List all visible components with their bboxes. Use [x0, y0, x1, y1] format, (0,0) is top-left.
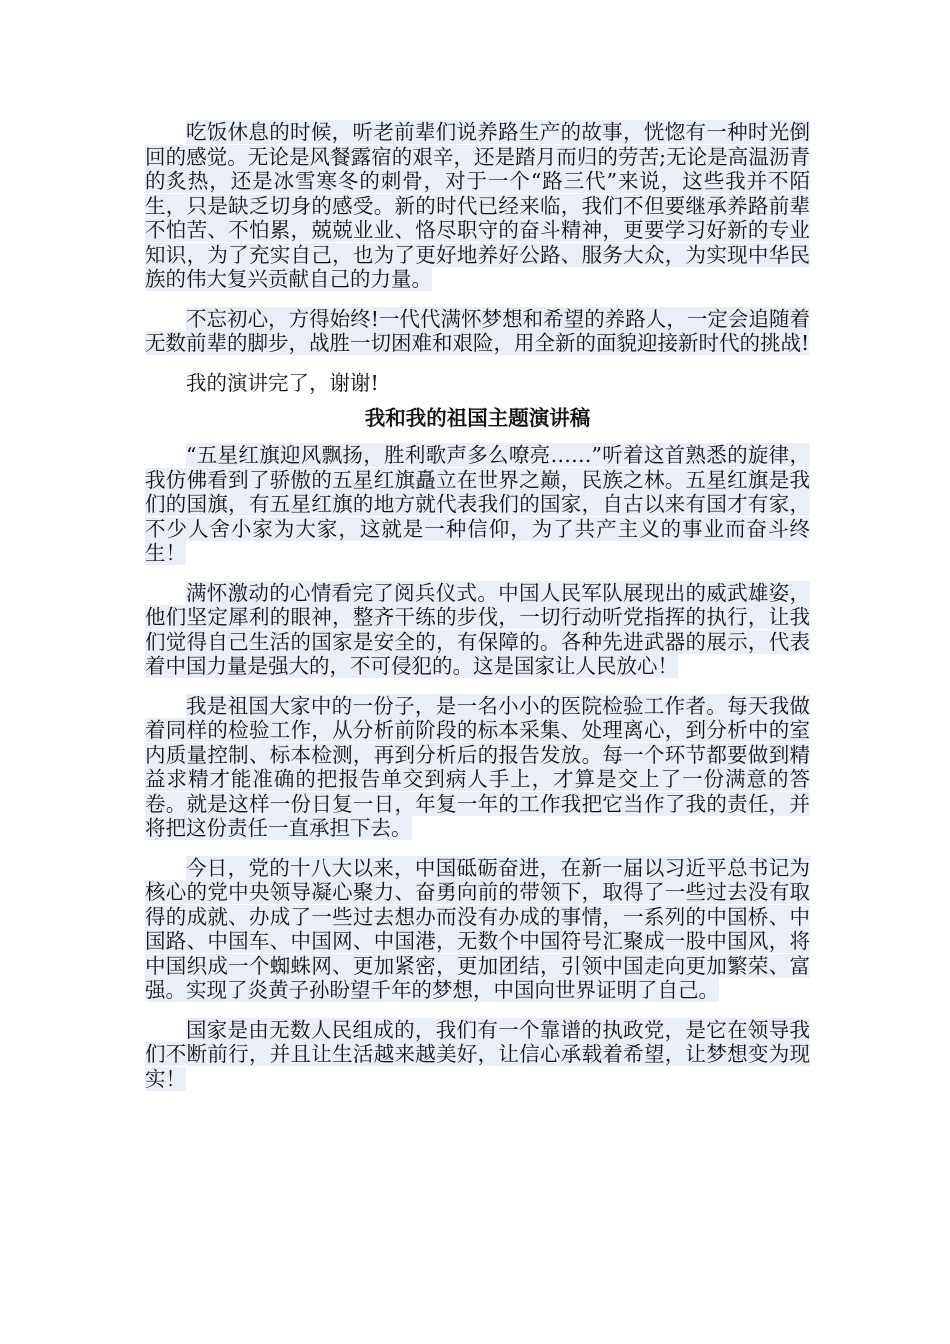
- paragraph: [145, 1018, 810, 1092]
- paragraph-text: 我的演讲完了，谢谢!: [186, 370, 379, 395]
- paragraph-text: 我是祖国大家中的一份子，是一名小小的医院检验工作者。每天我做着同样的检验工作，从分析前阶段的标本采集、处理离心，到分析中的室内质量控制、标本检测，再到分析后的报告发放。每一个环节都要做到精益求精才能准确的把报告单交到病人手上，才算是交上了一份满意的答卷。就是这样一份日复一日，年复一年的工作我把它当作了我的责任，并将把这份责任一直承担下去。: [145, 693, 810, 840]
- paragraph: [145, 694, 810, 841]
- document-body: [145, 120, 810, 1106]
- paragraph: [145, 307, 810, 356]
- paragraph-text: “五星红旗迎风飘扬，胜利歌声多么嘹亮……”听着这首熟悉的旋律，我仿佛看到了骄傲的五星红旗矗立在世界之巅，民族之林。五星红旗是我们的国旗，有五星红旗的地方就代表我们的国家，自古以来有国才有家，不少人舍小家为大家，这就是一种信仰，为了共产主义的事业而奋斗终生！: [145, 443, 810, 565]
- paragraph-text: 今日，党的十八大以来，中国砥砺奋进，在新一届以习近平总书记为核心的党中央领导凝心聚力、奋勇向前的带领下，取得了一些过去没有取得的成就、办成了一些过去想办而没有办成的事情，一系列的中国桥、中国路、中国车、中国网、中国港，无数个中国符号汇聚成一股中国风，将中国织成一个蜘蛛网、更加紧密，更加团结，引领中国走向更加繁荣、富强。实现了炎黄子孙盼望千年的梦想，中国向世界证明了自己。: [145, 855, 810, 1002]
- paragraph-text: 国家是由无数人民组成的，我们有一个靠谱的执政党，是它在领导我们不断前行，并且让生活越来越美好，让信心承载着希望，让梦想变为现实！: [145, 1017, 810, 1091]
- paragraph-text: 满怀激动的心情看完了阅兵仪式。中国人民军队展现出的威武雄姿，他们坚定犀利的眼神，整齐干练的步伐，一切行动听党指挥的执行，让我们觉得自己生活的国家是安全的，有保障的。各种先进武器的展示，代表着中国力量是强大的，不可侵犯的。这是国家让人民放心！: [145, 580, 810, 678]
- paragraph-text: 不忘初心，方得始终!一代代满怀梦想和希望的养路人，一定会追随着无数前辈的脚步，战胜一切困难和艰险，用全新的面貌迎接新时代的挑战!: [145, 306, 810, 355]
- paragraph: [145, 856, 810, 1003]
- paragraph: [145, 581, 810, 679]
- paragraph-text: 吃饭休息的时候，听老前辈们说养路生产的故事，恍惚有一种时光倒回的感觉。无论是风餐露宿的艰辛，还是踏月而归的劳苦;无论是高温沥青的炙热，还是冰雪寒冬的刺骨，对于一个“路三代”来说，这些我并不陌生，只是缺乏切身的感受。新的时代已经来临，我们不但要继承养路前辈不怕苦、不怕累，兢兢业业、恪尽职守的奋斗精神，更要学习好新的专业知识，为了充实自己，也为了更好地养好公路、服务大众，为实现中华民族的伟大复兴贡献自己的力量。: [145, 120, 810, 291]
- paragraph: [145, 371, 810, 396]
- paragraph: [145, 120, 810, 292]
- paragraph: [145, 443, 810, 566]
- section-title: 我和我的祖国主题演讲稿: [364, 406, 591, 430]
